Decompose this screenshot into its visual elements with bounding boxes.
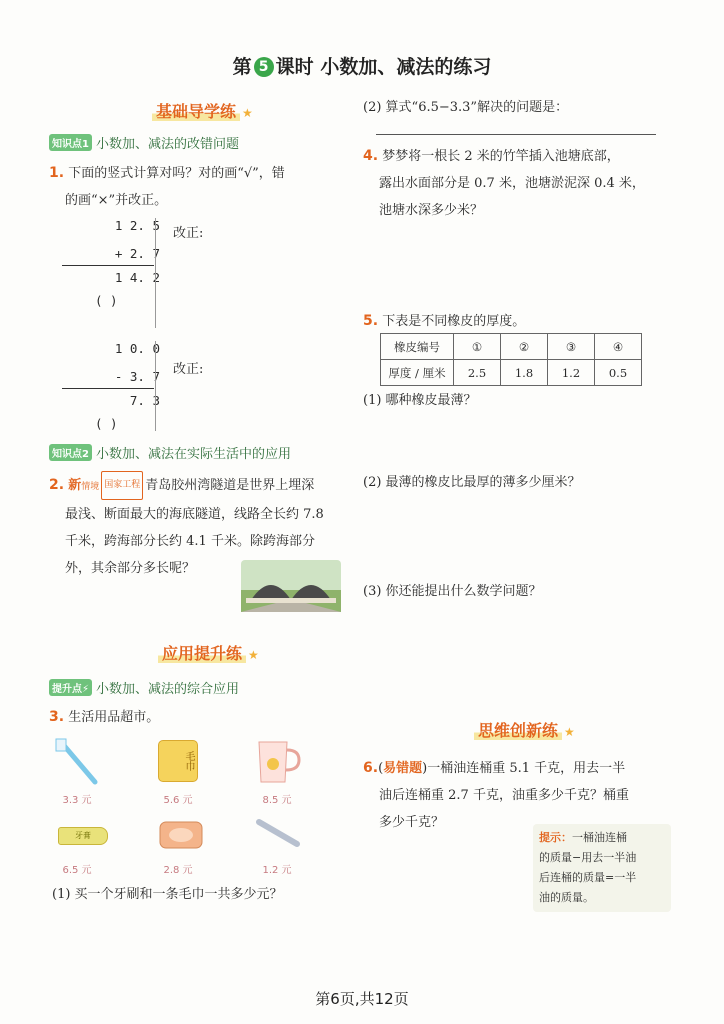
question-3-sub1: (1) 买一个牙刷和一条毛巾一共多少元？ xyxy=(52,887,283,902)
soap-icon xyxy=(158,818,204,850)
towel-icon: 毛巾 xyxy=(158,740,198,782)
section-apply-heading: 应用提升练 ★ xyxy=(158,641,259,664)
calc-b-line xyxy=(62,388,154,389)
question-4: 4. 梦梦将一根长 2 米的竹竿插入池塘底部， 露出水面部分是 0.7 米，池塘淤泥深 0.4 米， 池塘水深多少米？ xyxy=(363,148,645,218)
table-header-id: 橡皮编号 xyxy=(381,334,454,360)
calc-a-row2: + 2. 7 xyxy=(114,246,160,261)
calc-a-row3: 1 4. 2 xyxy=(114,270,160,285)
table-cell: ③ xyxy=(548,334,595,360)
calc-b-row1: 1 0. 0 xyxy=(114,341,160,356)
section-basic-heading: 基础导学练 ★ xyxy=(152,99,253,122)
answer-line[interactable] xyxy=(376,134,656,135)
cup-price: 8.5 元 xyxy=(262,795,292,806)
comb-price: 1.2 元 xyxy=(262,865,292,876)
calc-b-row2: - 3. 7 xyxy=(114,369,160,384)
table-cell: ① xyxy=(454,334,501,360)
cup-icon xyxy=(255,740,301,784)
soap-price: 2.8 元 xyxy=(163,865,193,876)
hint-box: 提示：一桶油连桶 的质量−用去一半油 后连桶的质量=一半 油的质量。 xyxy=(533,824,671,912)
knowledge-point-3: 提升点⚡ 小数加、减法的综合应用 xyxy=(49,678,239,697)
table-row xyxy=(381,334,642,360)
lightning-icon: ⚡ xyxy=(82,684,90,695)
knowledge-point-1: 知识点1 小数加、减法的改错问题 xyxy=(49,133,239,152)
page-title: 第 5 课时 小数加、减法的练习 xyxy=(232,56,492,78)
star-icon: ★ xyxy=(248,648,259,662)
towel-price: 5.6 元 xyxy=(163,795,193,806)
question-6: 6.(易错题)一桶油连桶重 5.1 千克，用去一半 油后连桶重 2.7 千克，油重多少千克？桶重 多少千克？ xyxy=(363,760,629,830)
table-cell: 0.5 xyxy=(595,360,642,386)
question-5: 5. 下表是不同橡皮的厚度。 xyxy=(363,313,526,329)
star-icon: ★ xyxy=(242,106,253,120)
toothpaste-price: 6.5 元 xyxy=(62,865,92,876)
table-header-thickness: 厚度 / 厘米 xyxy=(381,360,454,386)
calc-a-line xyxy=(62,265,154,266)
question-5-sub3: (3) 你还能提出什么数学问题？ xyxy=(363,584,542,599)
calc-b-divider xyxy=(155,341,156,431)
calc-b-row3: 7. 3 xyxy=(129,393,160,408)
tunnel-image xyxy=(241,560,341,612)
question-5-sub2: (2) 最薄的橡皮比最厚的薄多少厘米？ xyxy=(363,475,581,490)
table-cell: ④ xyxy=(595,334,642,360)
calc-b-answer-paren[interactable]: ( ) xyxy=(95,416,118,431)
comb-icon xyxy=(255,818,301,848)
question-3: 3. 生活用品超市。 xyxy=(49,709,160,725)
table-cell: 2.5 xyxy=(454,360,501,386)
section-think-heading: 思维创新练 ★ xyxy=(474,718,575,741)
hint-label: 提示： xyxy=(539,831,572,844)
question-5-sub1: (1) 哪种橡皮最薄？ xyxy=(363,393,477,408)
question-3-sub2: (2) 算式“6.5−3.3”解决的问题是： xyxy=(363,100,569,115)
question-2: 2. 新情境 国家工程 青岛胶州湾隧道是世界上埋深 最浅、断面最大的海底隧道，线路全长约 7.8 千米，跨海部分长约 4.1 千米。除跨海部分 外，其余部分多长呢？ xyxy=(49,471,349,582)
toothbrush-price: 3.3 元 xyxy=(62,795,92,806)
table-row xyxy=(381,360,642,386)
question-1: 1. 下面的竖式计算对吗？对的画“√”，错 的画“×”并改正。 xyxy=(49,165,285,208)
calc-a-fix-label: 改正: xyxy=(173,226,204,241)
page-footer: 第6页,共12页 xyxy=(315,990,409,1008)
calc-a-row1: 1 2. 5 xyxy=(114,218,160,233)
toothpaste-icon: 牙膏 xyxy=(58,827,108,845)
toothbrush-icon xyxy=(55,738,100,786)
calc-a-divider xyxy=(155,218,156,328)
knowledge-point-2: 知识点2 小数加、减法在实际生活中的应用 xyxy=(49,443,291,462)
calc-b-fix-label: 改正: xyxy=(173,362,204,377)
table-cell: 1.2 xyxy=(548,360,595,386)
eraser-table xyxy=(380,333,642,386)
calc-a-answer-paren[interactable]: ( ) xyxy=(95,293,118,308)
star-icon: ★ xyxy=(564,725,575,739)
table-cell: ② xyxy=(501,334,548,360)
table-cell: 1.8 xyxy=(501,360,548,386)
lesson-number-badge: 5 xyxy=(254,57,274,77)
